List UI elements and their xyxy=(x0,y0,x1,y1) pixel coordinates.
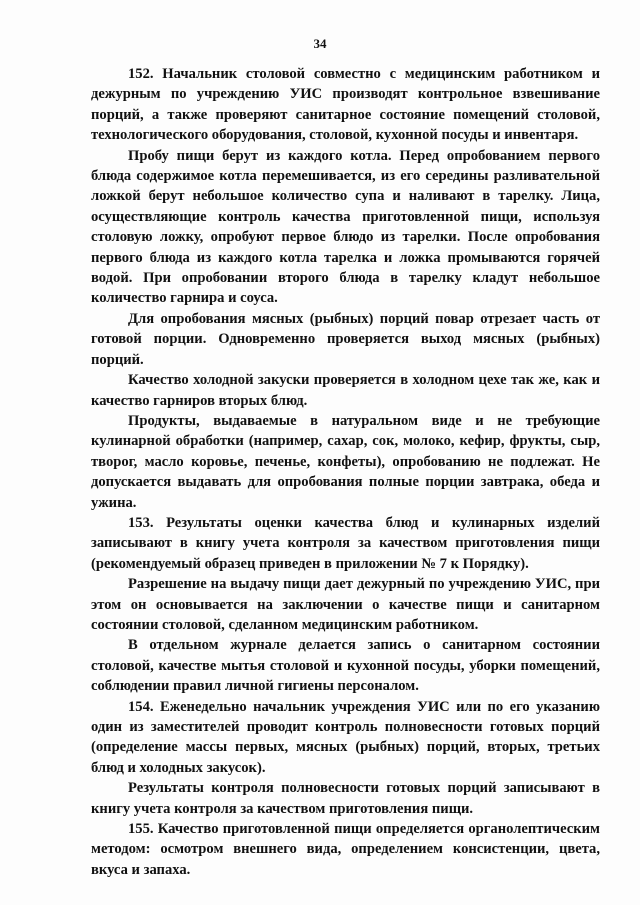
page-number: 34 xyxy=(313,36,327,51)
paragraph-meat-portions: Для опробования мясных (рыбных) порций повар отрезает часть от готовой порции. Одновременно проверяется выход мясных (рыбных) порций. xyxy=(91,310,600,368)
document-body xyxy=(91,64,600,880)
paragraph-153: 153. Результаты оценки качества блюд и кулинарных изделий записывают в книгу учета контроля за качеством приготовления пищи (рекомендуемый образец приведен в приложении № 7 к Порядку). xyxy=(91,514,600,572)
paragraph-food-release: Разрешение на выдачу пищи дает дежурный по учреждению УИС, при этом он основывается на заключении о качестве пищи и санитарном состоянии столовой, сделанном медицинским работником. xyxy=(91,576,600,633)
paragraph-natural-products: Продукты, выдаваемые в натуральном виде и не требующие кулинарной обработки (например, сахар, сок, молоко, кефир, фрукты, сыр, творог, масло коровье, печенье, конфеты), опробованию не подлежат. Не допускается выдавать для опробования полные порции завтрака, обеда и ужина. xyxy=(91,412,600,511)
paragraph-154: 154. Еженедельно начальник учреждения УИС или по его указанию один из заместителей проводит контроль полновесности готовых порций (определение массы первых, мясных (рыбных) порций, вторых, третьих блюд и холодных закусок). xyxy=(91,698,600,776)
paragraph-155: 155. Качество приготовленной пищи определяется органолептическим методом: осмотром внешнего вида, определением консистенции, цвета, вкуса и запаха. xyxy=(91,821,600,878)
paragraph-cold-appetizer: Качество холодной закуски проверяется в холодном цехе так же, как и качество гарниров вторых блюд. xyxy=(91,372,600,409)
paragraph-sanitary-journal: В отдельном журнале делается запись о санитарном состоянии столовой, качестве мытья столовой и кухонной посуды, уборки помещений, соблюдении правил личной гигиены персоналом. xyxy=(91,637,600,695)
paragraph-weight-results: Результаты контроля полновесности готовых порций записывают в книгу учета контроля за качеством приготовления пищи. xyxy=(91,780,600,817)
paragraph-152: 152. Начальник столовой совместно с медицинским работником и дежурным по учреждению УИС производят контрольное взвешивание порций, а также проверяют санитарное состояние помещений столовой, технологического оборудования, столовой, кухонной посуды и инвентаря. xyxy=(91,66,600,144)
paragraph-food-sampling: Пробу пищи берут из каждого котла. Перед опробованием первого блюда содержимое котла перемешивается, из его середины разливательной ложкой берут небольшое количество супа и наливают в тарелку. Лица, осуществляющие контроль качества приготовленной пищи, используя столовую ложку, опробуют первое блюдо из тарелки. После опробования первого блюда из каждого котла тарелка и ложка промываются горячей водой. При опробовании второго блюда в тарелку кладут небольшое количество гарнира и соуса. xyxy=(91,147,600,307)
